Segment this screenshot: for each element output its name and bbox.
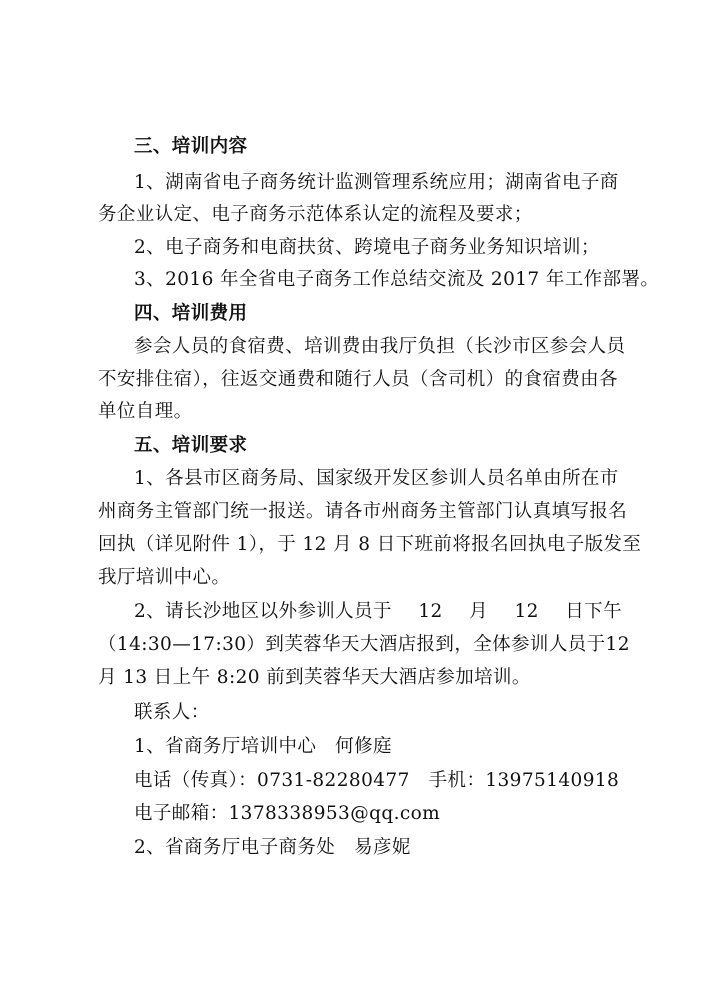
contacts-label: 联系人：	[134, 702, 210, 723]
contact-1-email: 电子邮箱：1378338953@qq.com	[134, 803, 441, 824]
section-3-item-3: 3、2016 年全省电子商务工作总结交流及 2017 年工作部署。	[134, 269, 660, 290]
req-2-line-2-number: 12	[605, 634, 630, 655]
req-2-part: 月	[469, 601, 489, 622]
section-5-req-1-line-4: 我厅培训中心。	[98, 567, 231, 588]
section-4-line-3: 单位自理。	[98, 401, 193, 422]
contact-1-name: 1、省商务厅培训中心 何修庭	[134, 736, 392, 757]
section-5-req-1-line-2: 州商务主管部门统一报送。请各市州商务主管部门认真填写报名	[98, 501, 628, 522]
req-2-part: 12	[418, 601, 443, 622]
section-3-item-2: 2、电子商务和电商扶贫、跨境电子商务业务知识培训；	[134, 237, 600, 258]
section-4-heading: 四、培训费用	[134, 303, 248, 324]
section-3-heading: 三、培训内容	[134, 136, 248, 157]
contact-1-phone: 电话（传真）：0731-82280477 手机：13975140918	[134, 770, 620, 791]
section-3-item-1-line-2: 务企业认定、电子商务示范体系认定的流程及要求；	[98, 204, 533, 225]
section-3-item-1-line-1: 1、湖南省电子商务统计监测管理系统应用；湖南省电子商	[134, 172, 619, 193]
section-5-req-2-line-1	[134, 598, 622, 626]
section-4-line-2: 不安排住宿），往返交通费和随行人员（含司机）的食宿费由各	[98, 369, 618, 390]
section-5-req-1-line-1: 1、各县市区商务局、国家级开发区参训人员名单由所在市	[134, 468, 619, 489]
section-5-heading: 五、培训要求	[134, 435, 248, 456]
section-5-req-2-line-2	[98, 631, 630, 659]
section-4-line-1: 参会人员的食宿费、培训费由我厅负担（长沙市区参会人员	[134, 336, 626, 357]
req-2-part: 日下午	[565, 601, 622, 622]
req-2-line-2-text: （14:30—17:30）到芙蓉华天大酒店报到，全体参训人员于	[98, 634, 606, 655]
req-2-part: 12	[514, 601, 539, 622]
section-5-req-2-line-3: 月 13 日上午 8:20 前到芙蓉华天大酒店参加培训。	[98, 667, 531, 688]
contact-2-name: 2、省商务厅电子商务处 易彦妮	[134, 837, 411, 858]
section-5-req-1-line-3: 回执（详见附件 1），于 12 月 8 日下班前将报名回执电子版发至	[98, 534, 642, 555]
req-2-part: 2、请长沙地区以外参训人员于	[134, 601, 392, 622]
